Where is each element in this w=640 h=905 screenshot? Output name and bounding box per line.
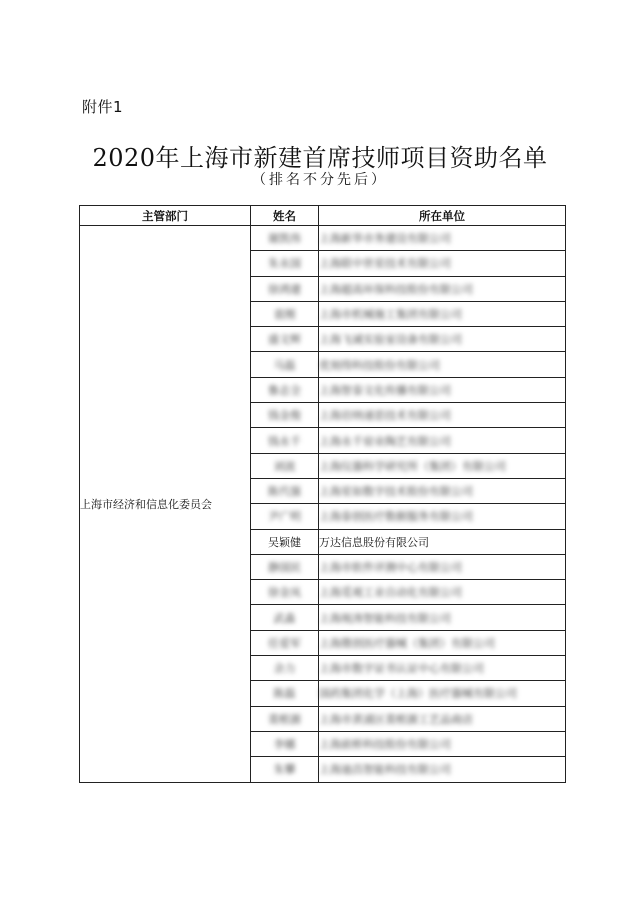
unit-cell: 上海智泰文化传播有限公司: [319, 377, 566, 402]
person-name-cell: 陈磊: [251, 681, 319, 706]
column-header-department: 主管部门: [80, 206, 251, 226]
unit-cell: 国药集团化学（上海）医疗器械有限公司: [319, 681, 566, 706]
person-name-cell: 钱金俊: [251, 403, 319, 428]
person-name-cell: 静国民: [251, 554, 319, 579]
person-name-cell: 刘波: [251, 453, 319, 478]
unit-cell: 优刻得科技股份有限公司: [319, 352, 566, 377]
document-subtitle: （排名不分先后）: [252, 172, 388, 188]
person-name-cell: 钱永千: [251, 428, 319, 453]
unit-cell: 上海新华市务建设有限公司: [319, 226, 566, 251]
unit-cell: 上海泰创医疗数据服务有限公司: [319, 504, 566, 529]
person-name-cell: 任爱军: [251, 630, 319, 655]
person-name-cell: 谢凯伟: [251, 226, 319, 251]
person-name-cell: 余力: [251, 656, 319, 681]
unit-cell: 上海市数字证书认证中心有限公司: [319, 656, 566, 681]
funding-list-table: [79, 205, 566, 783]
unit-cell: 上海市机械施工集团有限公司: [319, 301, 566, 326]
person-name-cell: 陈代强: [251, 478, 319, 503]
unit-cell: 上海仪器科学研究所（集团）有限公司: [319, 453, 566, 478]
unit-cell: 上海迪昌智能科技有限公司: [319, 757, 566, 782]
document-title: 2020年上海市新建首席技师项目资助名单: [92, 144, 548, 172]
person-name-cell: 吴颖健: [251, 529, 319, 554]
column-header-name: 姓名: [251, 206, 319, 226]
unit-cell: 上海前桥科技股份有限公司: [319, 731, 566, 756]
unit-cell: 上海飞诚实验室设备有限公司: [319, 327, 566, 352]
unit-cell: 上海联中世星技术有限公司: [319, 251, 566, 276]
person-name-cell: 尹广明: [251, 504, 319, 529]
department-cell: 上海市经济和信息化委员会: [80, 226, 251, 783]
person-name-cell: 徐金凤: [251, 580, 319, 605]
unit-cell: 上海永千窑业陶艺有限公司: [319, 428, 566, 453]
unit-cell: 上海市黄浦区裴根源工艺品商店: [319, 706, 566, 731]
unit-cell: 上海市软件评测中心有限公司: [319, 554, 566, 579]
person-name-cell: 朱永国: [251, 251, 319, 276]
table-row: [80, 226, 566, 251]
unit-cell: 上海微创医疗器械（集团）有限公司: [319, 630, 566, 655]
table-body: [80, 226, 566, 783]
unit-cell: 上海视涛智能科技有限公司: [319, 605, 566, 630]
attachment-label: 附件1: [82, 98, 124, 116]
unit-cell: 万达信息股份有限公司: [319, 529, 566, 554]
column-header-unit: 所在单位: [319, 206, 566, 226]
unit-cell: 上海星如数字技术股份有限公司: [319, 478, 566, 503]
unit-cell: 上海超高环保科技股份有限公司: [319, 276, 566, 301]
person-name-cell: 马磊: [251, 352, 319, 377]
person-name-cell: 朱攀: [251, 757, 319, 782]
unit-cell: 上海觅观工业自动化有限公司: [319, 580, 566, 605]
person-name-cell: 盛文辉: [251, 327, 319, 352]
person-name-cell: 袁刚: [251, 301, 319, 326]
person-name-cell: 鲁志全: [251, 377, 319, 402]
person-name-cell: 裴根源: [251, 706, 319, 731]
person-name-cell: 李娜: [251, 731, 319, 756]
unit-cell: 上海岩纳递思技术有限公司: [319, 403, 566, 428]
person-name-cell: 武淼: [251, 605, 319, 630]
person-name-cell: 徐鸿建: [251, 276, 319, 301]
table-header-row: [80, 206, 566, 226]
